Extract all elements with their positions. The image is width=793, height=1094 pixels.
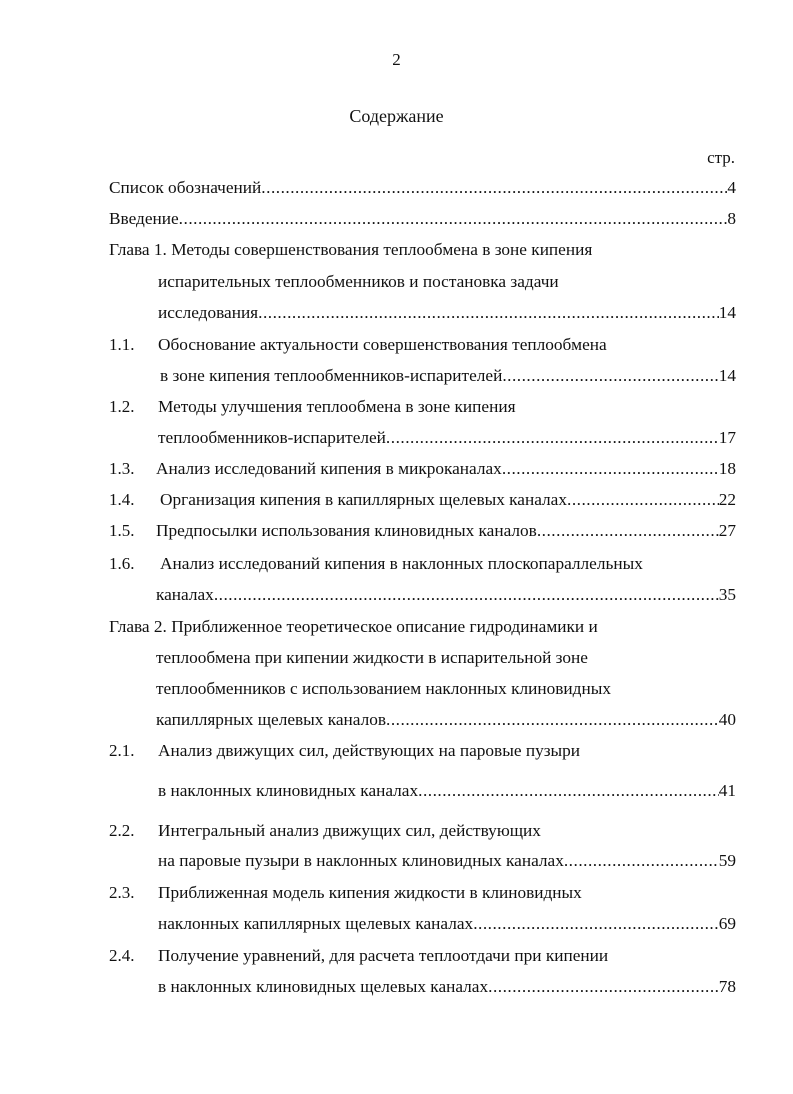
toc-page-number: 18 <box>718 459 736 478</box>
toc-section-number: 1.2. <box>109 397 135 416</box>
toc-chapter-2-line-3: теплообменников с использованием наклонных клиновидных <box>156 679 611 698</box>
toc-section-1-3 <box>156 458 736 480</box>
toc-section-2-4-line-2 <box>158 976 736 998</box>
toc-chapter-2-line-2: теплообмена при кипении жидкости в испарительной зоне <box>156 648 588 667</box>
toc-page-number: 40 <box>718 710 736 729</box>
toc-page-number: 69 <box>718 914 736 933</box>
toc-entry-title: исследования <box>158 303 259 322</box>
toc-chapter-1-line-3 <box>158 302 736 324</box>
toc-page-number: 35 <box>718 585 736 604</box>
toc-entry-title: на паровые пузыри в наклонных клиновидных каналах <box>158 851 564 870</box>
toc-section-number: 1.6. <box>109 554 135 573</box>
toc-section-number: 1.3. <box>109 459 135 478</box>
toc-section-2-2-line-2 <box>158 850 736 872</box>
toc-entry-title: Введение <box>109 209 179 228</box>
toc-section-1-6-line-2 <box>156 584 736 606</box>
toc-page-number: 22 <box>718 490 736 509</box>
toc-chapter-1-line-1: Глава 1. Методы совершенствования теплообмена в зоне кипения <box>109 240 593 259</box>
toc-section-number: 1.5. <box>109 521 135 540</box>
toc-leader <box>418 780 719 802</box>
toc-leader <box>258 302 719 324</box>
toc-entry-symbols <box>109 177 736 199</box>
toc-leader <box>261 177 727 199</box>
toc-section-1-2-line-1: Методы улучшения теплообмена в зоне кипения <box>158 397 516 416</box>
toc-section-2-4-line-1: Получение уравнений, для расчета теплоотдачи при кипении <box>158 946 609 965</box>
toc-leader <box>488 976 719 998</box>
toc-page-number: 27 <box>718 521 736 540</box>
toc-page-number: 17 <box>718 428 736 447</box>
toc-section-2-2-line-1: Интегральный анализ движущих сил, действующих <box>158 821 541 840</box>
page-column-label: стр. <box>707 148 735 167</box>
toc-page-number: 78 <box>718 977 736 996</box>
toc-leader <box>386 709 719 731</box>
toc-chapter-1-line-2: испарительных теплообменников и постановка задачи <box>158 272 559 291</box>
toc-section-number: 1.1. <box>109 335 135 354</box>
toc-leader <box>179 208 728 230</box>
toc-leader <box>386 427 719 449</box>
page-number: 2 <box>392 50 401 69</box>
toc-section-number: 2.1. <box>109 741 135 760</box>
toc-leader <box>473 913 719 935</box>
toc-leader <box>537 520 719 542</box>
toc-page-number: 4 <box>727 178 736 197</box>
toc-section-2-1-line-1: Анализ движущих сил, действующих на паровые пузыри <box>158 741 581 760</box>
toc-page-number: 14 <box>718 303 736 322</box>
toc-section-number: 1.4. <box>109 490 135 509</box>
toc-leader <box>502 365 718 387</box>
toc-entry-title: каналах <box>156 585 214 604</box>
toc-chapter-2-line-4 <box>156 709 736 731</box>
page-title: Содержание <box>349 106 444 126</box>
toc-section-2-1-line-2 <box>158 780 736 802</box>
toc-section-number: 2.3. <box>109 883 135 902</box>
toc-section-2-3-line-1: Приближенная модель кипения жидкости в клиновидных <box>158 883 582 902</box>
toc-leader <box>502 458 719 480</box>
toc-entry-title: в зоне кипения теплообменников-испарителей <box>160 366 503 385</box>
toc-entry-title: теплообменников-испарителей <box>158 428 386 447</box>
toc-leader <box>567 489 719 511</box>
toc-section-1-4 <box>160 489 736 511</box>
toc-section-2-3-line-2 <box>158 913 736 935</box>
toc-page-number: 41 <box>718 781 736 800</box>
toc-entry-title: Организация кипения в капиллярных щелевых каналах <box>160 490 567 509</box>
toc-chapter-2-line-1: Глава 2. Приближенное теоретическое описание гидродинамики и <box>109 617 598 636</box>
toc-section-1-2-line-2 <box>158 427 736 449</box>
toc-entry-title: Предпосылки использования клиновидных каналов <box>156 521 537 540</box>
toc-entry-intro <box>109 208 736 230</box>
toc-page-number: 8 <box>727 209 736 228</box>
toc-entry-title: капиллярных щелевых каналов <box>156 710 387 729</box>
toc-leader <box>564 850 719 872</box>
toc-section-number: 2.2. <box>109 821 135 840</box>
toc-page-number: 14 <box>718 366 736 385</box>
toc-entry-title: наклонных капиллярных щелевых каналах <box>158 914 474 933</box>
toc-entry-title: в наклонных клиновидных щелевых каналах <box>158 977 489 996</box>
toc-entry-title: Список обозначений <box>109 178 262 197</box>
toc-section-1-6-line-1: Анализ исследований кипения в наклонных плоскопараллельных <box>160 554 643 573</box>
toc-section-number: 2.4. <box>109 946 135 965</box>
toc-page-number: 59 <box>718 851 736 870</box>
toc-leader <box>214 584 719 606</box>
toc-section-1-1-line-1: Обоснование актуальности совершенствования теплообмена <box>158 335 607 354</box>
toc-entry-title: в наклонных клиновидных каналах <box>158 781 419 800</box>
toc-section-1-1-line-2 <box>160 365 736 387</box>
toc-entry-title: Анализ исследований кипения в микроканалах <box>156 459 502 478</box>
toc-section-1-5 <box>156 520 736 542</box>
